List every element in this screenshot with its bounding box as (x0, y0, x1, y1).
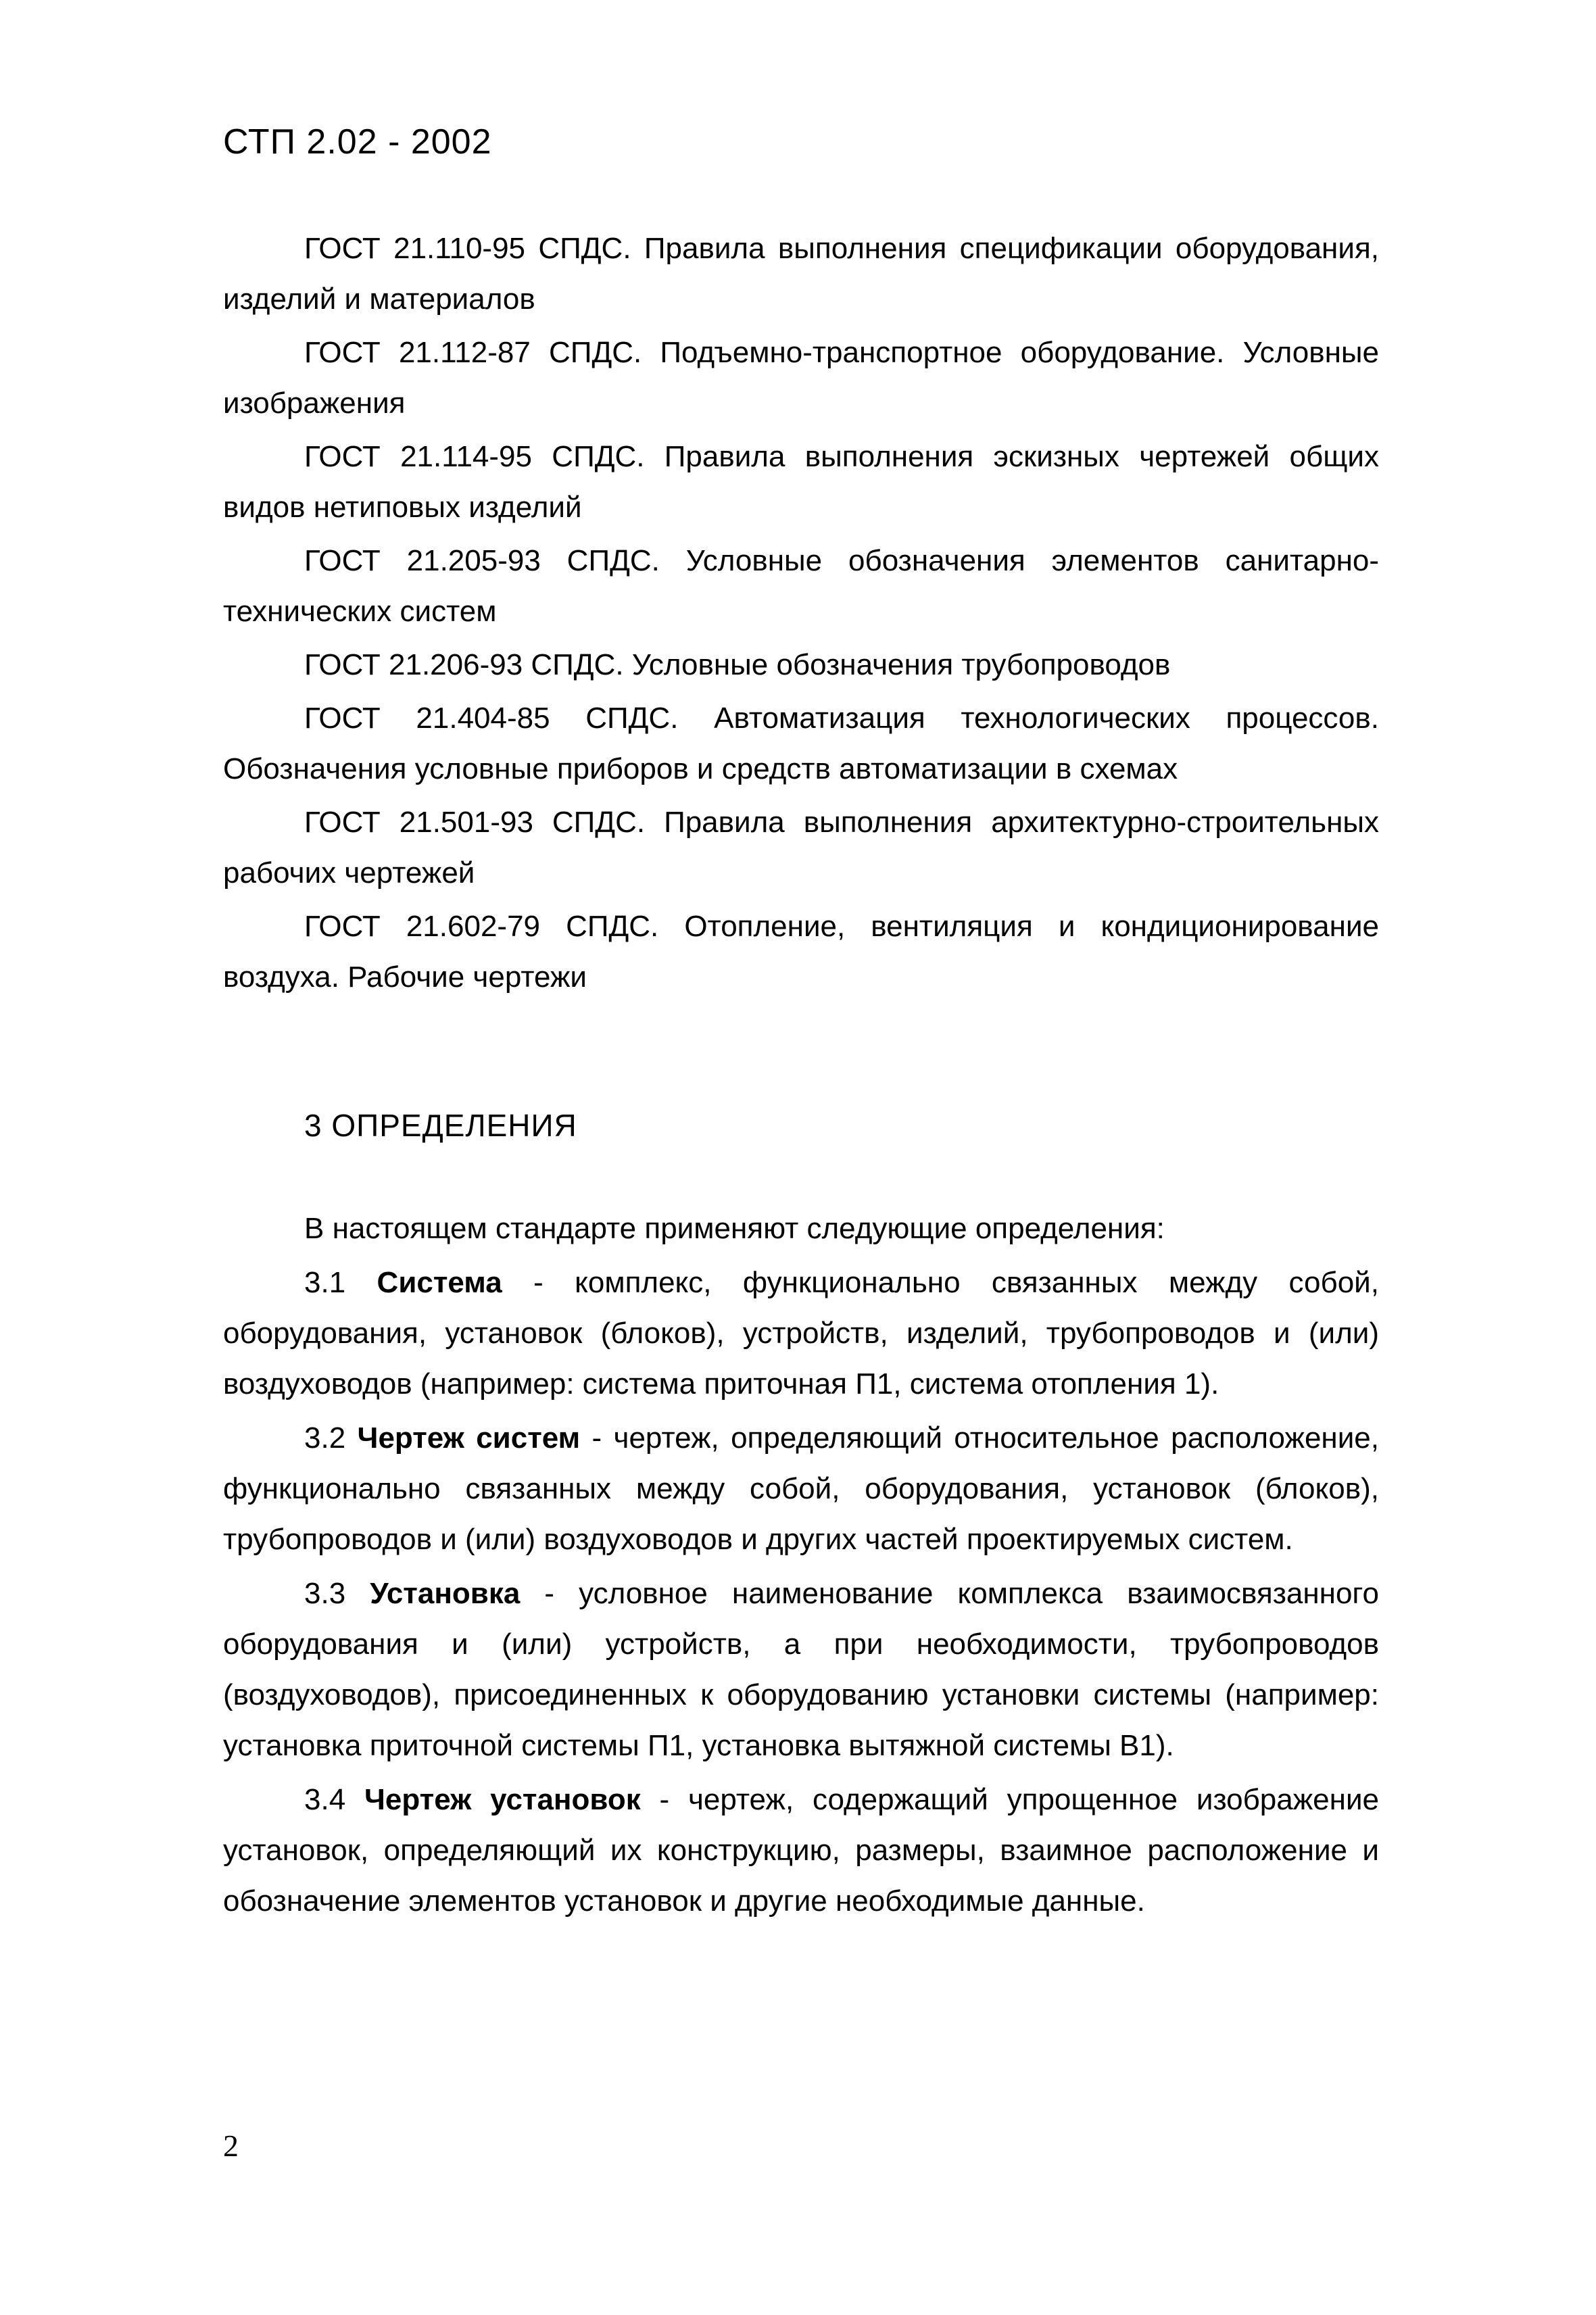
reference-item: ГОСТ 21.112-87 СПДС. Подъемно-транспортное оборудование. Условные изображения (223, 336, 1379, 420)
reference-item: ГОСТ 21.205-93 СПДС. Условные обозначения элементов санитарно-технических систем (223, 544, 1379, 628)
definition-item (223, 1413, 1379, 1565)
definition-number: 3.2 (304, 1421, 346, 1455)
definition-text: - условное наименование комплекса взаимосвязанного оборудования и (или) устройств, а при необходимости, трубопроводов (воздуховодов), присоединенных к оборудованию установки системы (например: установка приточной системы П1, установка вытяжной системы В1). (223, 1577, 1379, 1762)
definition-text: - чертеж, определяющий относительное расположение, функционально связанных между собой, оборудования, установок (блоков), трубопроводов и (или) воздуховодов и других частей проектируемых систем. (223, 1421, 1379, 1556)
page-number: 2 (223, 2128, 239, 2163)
reference-item: ГОСТ 21.110-95 СПДС. Правила выполнения спецификации оборудования, изделий и материалов (223, 232, 1379, 316)
definition-item (223, 1257, 1379, 1409)
reference-item: ГОСТ 21.114-95 СПДС. Правила выполнения эскизных чертежей общих видов нетиповых изделий (223, 440, 1379, 524)
definition-number: 3.3 (304, 1577, 346, 1610)
definition-number: 3.1 (304, 1266, 346, 1299)
references-list (223, 223, 1379, 1005)
section-heading: 3 ОПРЕДЕЛЕНИЯ (304, 1108, 577, 1143)
definition-item (223, 1774, 1379, 1926)
definition-term: Чертеж систем (357, 1421, 581, 1455)
definitions-block (223, 1203, 1379, 1930)
reference-item: ГОСТ 21.602-79 СПДС. Отопление, вентиляция и кондиционирование воздуха. Рабочие чертежи (223, 910, 1379, 994)
definition-text: - комплекс, функционально связанных между собой, оборудования, установок (блоков), устройств, изделий, трубопроводов и (или) воздуховодов (например: система приточная П1, система отопления 1). (223, 1266, 1379, 1400)
definition-term: Установка (370, 1577, 521, 1610)
definition-term: Чертеж установок (364, 1783, 641, 1816)
definition-term: Система (377, 1266, 502, 1299)
definitions-intro: В настоящем стандарте применяют следующие определения: (304, 1212, 1165, 1245)
definition-number: 3.4 (304, 1783, 346, 1816)
reference-item: ГОСТ 21.404-85 СПДС. Автоматизация технологических процессов. Обозначения условные приборов и средств автоматизации в схемах (223, 702, 1379, 785)
definition-text: - чертеж, содержащий упрощенное изображение установок, определяющий их конструкцию, размеры, взаимное расположение и обозначение элементов установок и другие необходимые данные. (223, 1783, 1380, 1918)
reference-item: ГОСТ 21.501-93 СПДС. Правила выполнения архитектурно-строительных рабочих чертежей (223, 806, 1379, 890)
reference-item: ГОСТ 21.206-93 СПДС. Условные обозначения трубопроводов (304, 648, 1171, 681)
definition-item (223, 1568, 1379, 1771)
document-code-header: СТП 2.02 - 2002 (223, 122, 492, 162)
